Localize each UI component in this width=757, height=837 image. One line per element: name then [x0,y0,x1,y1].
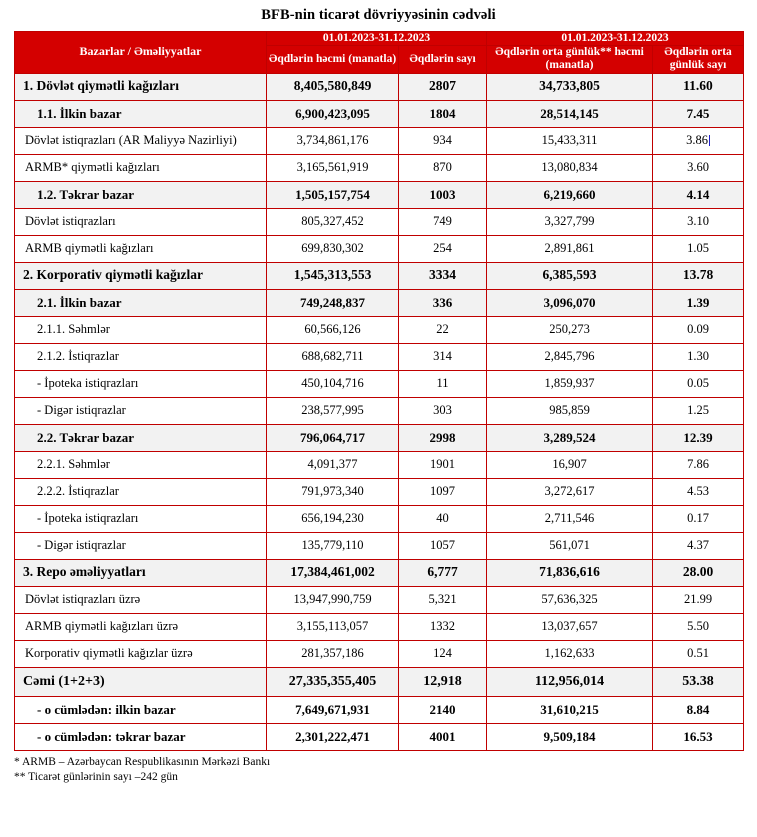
table-row [15,208,744,235]
cell-avg-count: 0.05 [653,370,744,397]
cell-avg-count: 7.45 [653,100,744,127]
cell-volume: 688,682,711 [267,343,399,370]
cell-volume: 3,165,561,919 [267,154,399,181]
cell-avg-volume: 34,733,805 [487,73,653,100]
cell-count: 2807 [399,73,487,100]
cell-volume: 4,091,377 [267,451,399,478]
header-row-label: Bazarlar / Əməliyyatlar [15,32,267,74]
cell-count: 1003 [399,181,487,208]
row-label: Dövlət istiqrazları üzrə [15,586,267,613]
cell-avg-volume: 6,219,660 [487,181,653,208]
cell-avg-volume: 112,956,014 [487,667,653,696]
cell-avg-volume: 13,080,834 [487,154,653,181]
row-label: 1.2. Təkrar bazar [15,181,267,208]
cell-avg-volume: 57,636,325 [487,586,653,613]
text-cursor [709,135,710,146]
cell-volume: 6,900,423,095 [267,100,399,127]
cell-count: 336 [399,289,487,316]
header-period-left: 01.01.2023-31.12.2023 [267,32,487,46]
cell-volume: 749,248,837 [267,289,399,316]
cell-count: 1332 [399,613,487,640]
cell-avg-count: 0.09 [653,316,744,343]
cell-avg-volume: 2,845,796 [487,343,653,370]
cell-avg-count: 1.30 [653,343,744,370]
cell-count: 6,777 [399,559,487,586]
cell-volume: 2,301,222,471 [267,723,399,750]
cell-avg-volume: 3,096,070 [487,289,653,316]
cell-avg-count: 28.00 [653,559,744,586]
header-col-count: Əqdlərin sayı [399,46,487,73]
cell-volume: 1,505,157,754 [267,181,399,208]
cell-count: 4001 [399,723,487,750]
table-row [15,262,744,289]
footnote-2: ** Ticarət günlərinin sayı –242 gün [14,771,178,784]
row-label: 2. Korporativ qiymətli kağızlar [15,262,267,289]
row-label: Dövlət istiqrazları (AR Maliyyə Nazirliyi) [15,127,267,154]
cell-count: 40 [399,505,487,532]
cell-volume: 3,155,113,057 [267,613,399,640]
cell-avg-count: 12.39 [653,424,744,451]
cell-volume: 3,734,861,176 [267,127,399,154]
cell-avg-count: 13.78 [653,262,744,289]
table-row [15,613,744,640]
table-row [15,424,744,451]
cell-volume: 281,357,186 [267,640,399,667]
cell-avg-volume: 2,891,861 [487,235,653,262]
table-row [15,586,744,613]
cell-volume: 796,064,717 [267,424,399,451]
table-row [15,343,744,370]
cell-count: 1097 [399,478,487,505]
page-title: BFB-nin ticarət dövriyyəsinin cədvəli [261,7,496,23]
footnotes [14,751,743,786]
cell-volume: 13,947,990,759 [267,586,399,613]
row-label: - Digər istiqrazlar [15,532,267,559]
cell-avg-count: 3.10 [653,208,744,235]
cell-avg-count: 3.86 [653,127,744,154]
row-label: Cəmi (1+2+3) [15,667,267,696]
row-label: 2.1. İlkin bazar [15,289,267,316]
cell-avg-volume: 9,509,184 [487,723,653,750]
table-row [15,451,744,478]
cell-volume: 699,830,302 [267,235,399,262]
cell-avg-count: 11.60 [653,73,744,100]
header-period-right: 01.01.2023-31.12.2023 [487,32,744,46]
cell-count: 5,321 [399,586,487,613]
cell-avg-volume: 3,272,617 [487,478,653,505]
cell-avg-volume: 250,273 [487,316,653,343]
table-row [15,505,744,532]
cell-count: 314 [399,343,487,370]
cell-volume: 7,649,671,931 [267,696,399,723]
cell-avg-volume: 561,071 [487,532,653,559]
cell-avg-count: 4.37 [653,532,744,559]
cell-avg-count: 16.53 [653,723,744,750]
cell-volume: 1,545,313,553 [267,262,399,289]
cell-avg-volume: 985,859 [487,397,653,424]
table-row [15,73,744,100]
cell-count: 1901 [399,451,487,478]
cell-count: 2998 [399,424,487,451]
row-label: - o cümlədən: təkrar bazar [15,723,267,750]
table-row [15,235,744,262]
row-label: Dövlət istiqrazları [15,208,267,235]
cell-volume: 8,405,580,849 [267,73,399,100]
cell-count: 124 [399,640,487,667]
table-body [15,73,744,750]
cell-avg-count: 0.17 [653,505,744,532]
row-label: ARMB qiymətli kağızları üzrə [15,613,267,640]
row-label: 2.2. Təkrar bazar [15,424,267,451]
row-label: 1.1. İlkin bazar [15,100,267,127]
cell-volume: 60,566,126 [267,316,399,343]
table-row [15,696,744,723]
row-label: 2.2.2. İstiqrazlar [15,478,267,505]
cell-volume: 27,335,355,405 [267,667,399,696]
cell-count: 12,918 [399,667,487,696]
cell-avg-count: 7.86 [653,451,744,478]
cell-avg-count: 5.50 [653,613,744,640]
table-row [15,370,744,397]
row-label: ARMB* qiymətli kağızları [15,154,267,181]
cell-count: 11 [399,370,487,397]
row-label: 3. Repo əməliyyatları [15,559,267,586]
cell-avg-count: 21.99 [653,586,744,613]
header-col-avg-volume: Əqdlərin orta günlük** həcmi (manatla) [487,46,653,73]
footnote-1: * ARMB – Azərbaycan Respublikasının Mərkəzi Bankı [14,755,271,768]
header-col-volume: Əqdlərin həcmi (manatla) [267,46,399,73]
row-label: - Digər istiqrazlar [15,397,267,424]
cell-avg-count: 53.38 [653,667,744,696]
table-row [15,723,744,750]
cell-avg-volume: 28,514,145 [487,100,653,127]
cell-avg-count: 0.51 [653,640,744,667]
cell-avg-volume: 31,610,215 [487,696,653,723]
table-row [15,154,744,181]
cell-count: 22 [399,316,487,343]
cell-avg-count: 4.53 [653,478,744,505]
table-row [15,478,744,505]
cell-avg-volume: 1,859,937 [487,370,653,397]
header-col-avg-count: Əqdlərin orta günlük sayı [653,46,744,73]
row-label: ARMB qiymətli kağızları [15,235,267,262]
cell-avg-volume: 2,711,546 [487,505,653,532]
trade-turnover-table [14,31,744,751]
cell-volume: 17,384,461,002 [267,559,399,586]
table-row [15,667,744,696]
cell-volume: 135,779,110 [267,532,399,559]
cell-avg-count: 4.14 [653,181,744,208]
row-label: Korporativ qiymətli kağızlar üzrə [15,640,267,667]
cell-volume: 450,104,716 [267,370,399,397]
table-row [15,316,744,343]
table-row [15,640,744,667]
table-row [15,532,744,559]
cell-avg-count: 1.39 [653,289,744,316]
cell-avg-volume: 3,327,799 [487,208,653,235]
cell-avg-volume: 1,162,633 [487,640,653,667]
cell-avg-volume: 3,289,524 [487,424,653,451]
cell-count: 254 [399,235,487,262]
row-label: - o cümlədən: ilkin bazar [15,696,267,723]
cell-avg-volume: 15,433,311 [487,127,653,154]
cell-volume: 656,194,230 [267,505,399,532]
row-label: - İpoteka istiqrazları [15,370,267,397]
row-label: 2.2.1. Səhmlər [15,451,267,478]
cell-count: 870 [399,154,487,181]
cell-avg-count: 8.84 [653,696,744,723]
cell-volume: 238,577,995 [267,397,399,424]
cell-count: 1057 [399,532,487,559]
cell-avg-volume: 6,385,593 [487,262,653,289]
table-row [15,181,744,208]
cell-avg-count: 3.60 [653,154,744,181]
table-row [15,559,744,586]
cell-avg-volume: 13,037,657 [487,613,653,640]
cell-volume: 791,973,340 [267,478,399,505]
row-label: 1. Dövlət qiymətli kağızları [15,73,267,100]
cell-count: 1804 [399,100,487,127]
cell-count: 2140 [399,696,487,723]
cell-avg-count: 1.25 [653,397,744,424]
cell-count: 3334 [399,262,487,289]
row-label: 2.1.2. İstiqrazlar [15,343,267,370]
cell-volume: 805,327,452 [267,208,399,235]
row-label: - İpoteka istiqrazları [15,505,267,532]
row-label: 2.1.1. Səhmlər [15,316,267,343]
cell-avg-count: 1.05 [653,235,744,262]
cell-count: 934 [399,127,487,154]
cell-avg-volume: 71,836,616 [487,559,653,586]
cell-count: 303 [399,397,487,424]
cell-avg-volume: 16,907 [487,451,653,478]
table-row [15,397,744,424]
table-row [15,127,744,154]
table-header [15,32,744,74]
table-row [15,289,744,316]
cell-count: 749 [399,208,487,235]
table-row [15,100,744,127]
